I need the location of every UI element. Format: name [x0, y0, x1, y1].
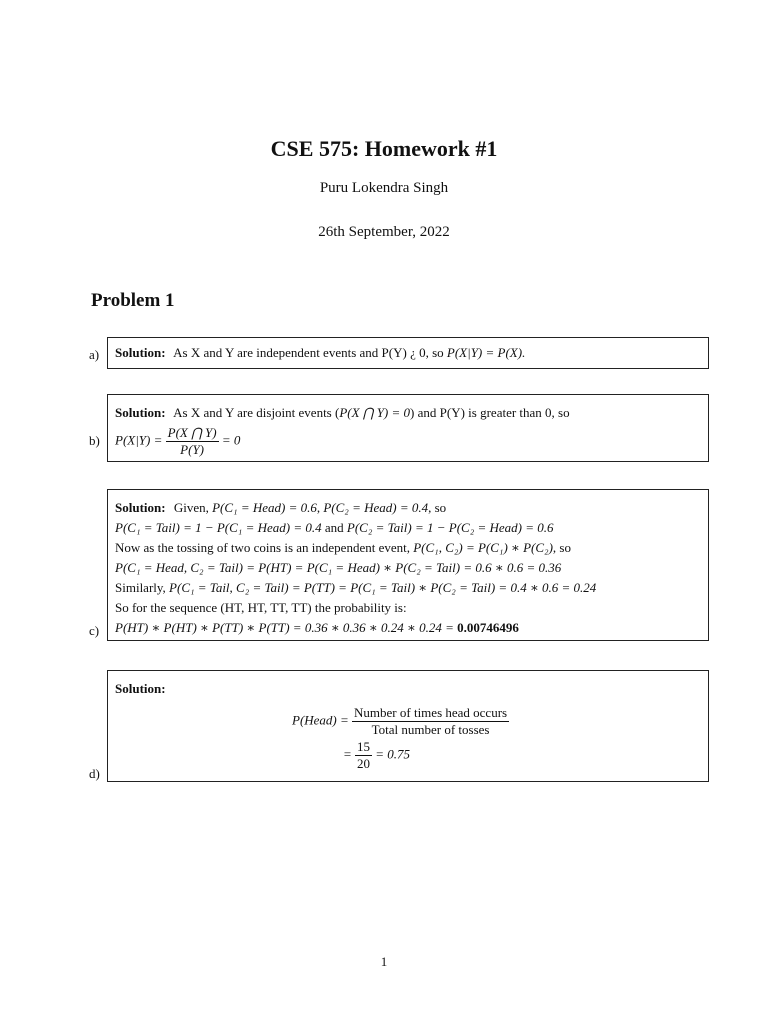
solution-label: Solution: [115, 345, 166, 360]
part-d-label: d) [89, 766, 100, 781]
part-c-line2-and: and [324, 520, 344, 535]
part-c-line5-text: Similarly, [115, 580, 166, 595]
solution-label: Solution: [115, 405, 166, 420]
author-name: Puru Lokendra Singh [319, 180, 449, 196]
part-c-line1-sep: , [316, 500, 321, 515]
part-a-label: a) [89, 347, 100, 362]
part-b-text-post: ) and P(Y) is greater than 0, so [410, 405, 570, 420]
part-b-frac-den: P(Y) [180, 442, 205, 457]
part-b-rhs: = 0 [221, 432, 241, 448]
solution-box-a [107, 337, 709, 369]
page-number: 1 [380, 954, 388, 969]
part-d-lhs: P(Head) = [292, 712, 349, 728]
solution-label: Solution: [115, 500, 166, 515]
solution-box-b [107, 394, 709, 462]
part-b-fraction [166, 425, 219, 458]
part-c-label: c) [89, 623, 100, 638]
solution-label: Solution: [115, 681, 166, 696]
solution-box-d [107, 670, 709, 782]
part-c-line2-math1: P(C₁ = Tail) = 1 − P(C₁ = Head) = 0.4 [115, 520, 322, 535]
part-b-lhs: P(X|Y) = [115, 432, 163, 448]
part-a-math: P(X|Y) = P(X). [446, 345, 526, 360]
part-a-text: As X and Y are independent events and P(Y) ¿ 0, so [173, 345, 444, 360]
part-d-rhs: = 0.75 [375, 746, 411, 762]
part-b-frac-num: P(X ⋂ Y) [167, 425, 217, 440]
part-d-frac1-den: Total number of tosses [371, 722, 490, 737]
part-c-line3-text: Now as the tossing of two coins is an independent event, [115, 540, 410, 555]
part-c-line3-math: P(C₁, C₂) = P(C₁) ∗ P(C₂) [413, 540, 553, 555]
part-b-math-inline: P(X ⋂ Y) = 0 [339, 405, 411, 420]
part-c-final-answer: 0.00746496 [457, 620, 519, 635]
document-date: 26th September, 2022 [318, 224, 450, 240]
part-c-line7-math: P(HT) ∗ P(HT) ∗ P(TT) ∗ P(TT) = 0.36 ∗ 0.36 ∗ 0.24 ∗ 0.24 = [115, 620, 454, 635]
problem-heading: Problem 1 [91, 290, 175, 311]
part-c-line4-math: P(C₁ = Head, C₂ = Tail) = P(HT) = P(C₁ = Head) ∗ P(C₂ = Tail) = 0.6 ∗ 0.6 = 0.36 [115, 560, 562, 575]
part-d-fraction-2 [355, 739, 372, 772]
part-d-fraction-1 [352, 705, 509, 738]
part-c-line1-prefix: Given, [173, 500, 209, 515]
part-c-line1-math1: P(C₁ = Head) = 0.6 [212, 500, 317, 515]
part-d-frac2-den: 20 [357, 756, 371, 771]
part-d-frac2-num: 15 [357, 739, 371, 754]
part-b-text-pre: As X and Y are disjoint events ( [173, 405, 340, 420]
page-title: CSE 575: Homework #1 [270, 136, 498, 161]
part-c-line5-math: P(C₁ = Tail, C₂ = Tail) = P(TT) = P(C₁ = Tail) ∗ P(C₂ = Tail) = 0.4 ∗ 0.6 = 0.24 [169, 580, 597, 595]
part-b-label: b) [89, 433, 100, 448]
part-c-line6-text: So for the sequence (HT, HT, TT, TT) the probability is: [115, 600, 407, 615]
part-c-line1-suffix: , so [428, 500, 447, 515]
part-d-frac1-num: Number of times head occurs [354, 705, 508, 720]
part-c-line2-math2: P(C₂ = Tail) = 1 − P(C₂ = Head) = 0.6 [346, 520, 554, 535]
part-c-line1-math2: P(C₂ = Head) = 0.4 [323, 500, 429, 515]
solution-box-c [107, 489, 709, 641]
part-c-line3-suffix: , so [552, 540, 571, 555]
part-d-eq: = [343, 746, 352, 762]
